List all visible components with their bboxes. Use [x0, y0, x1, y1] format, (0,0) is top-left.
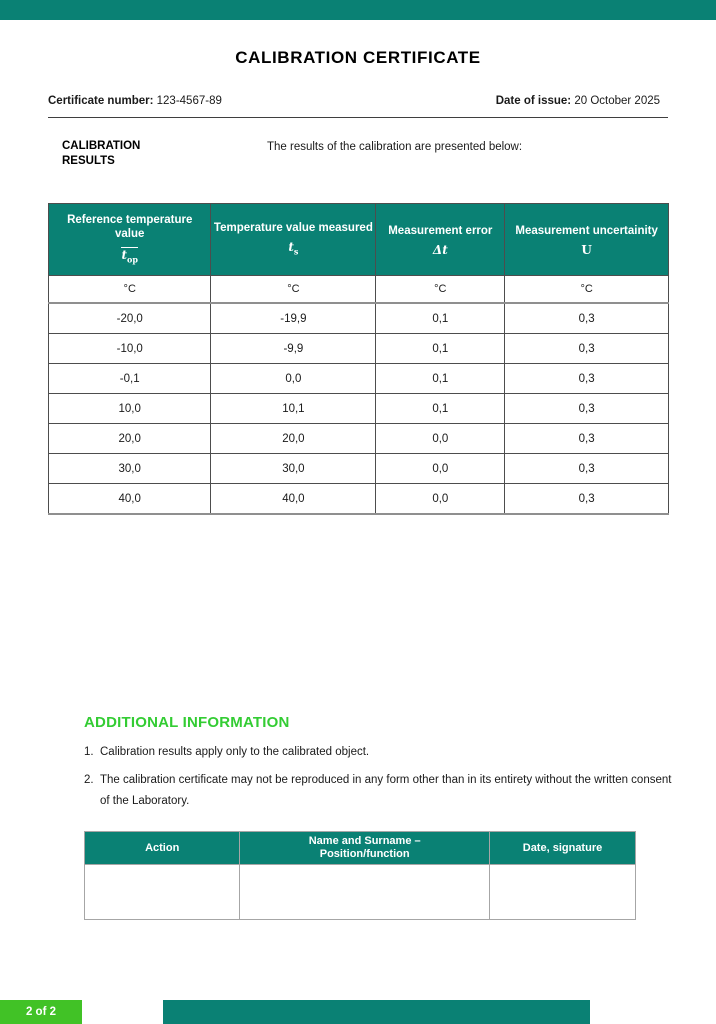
- column-header-action: Action: [85, 832, 240, 865]
- signature-cell-name: [240, 865, 490, 920]
- column-title: Measurement error: [388, 224, 493, 237]
- results-intro-text: The results of the calibration are presented below:: [267, 141, 523, 153]
- column-symbol: U: [581, 242, 592, 257]
- list-item-text: The calibration certificate may not be reproduced in any form other than in its entirety without the written consent of the Laboratory.: [100, 774, 672, 807]
- table-cell: 40,0: [49, 484, 211, 515]
- header-divider: [48, 117, 668, 118]
- column-header-date-signature: Date, signature: [489, 832, 635, 865]
- table-cell: 0,0: [376, 454, 505, 484]
- table-row: [49, 484, 669, 515]
- table-cell: 40,0: [211, 484, 376, 515]
- units-row: [49, 276, 669, 304]
- column-symbol: $t_s$: [288, 240, 299, 257]
- table-cell: 0,1: [376, 394, 505, 424]
- table-cell: -9,9: [211, 334, 376, 364]
- table-cell: 0,3: [505, 394, 669, 424]
- table-cell: 0,3: [505, 334, 669, 364]
- unit-cell: °C: [211, 276, 376, 304]
- table-cell: 0,0: [211, 364, 376, 394]
- table-cell: -10,0: [49, 334, 211, 364]
- table-row: [49, 394, 669, 424]
- table-cell: -0,1: [49, 364, 211, 394]
- column-title: Temperature value measured: [213, 222, 373, 235]
- list-item: [84, 770, 684, 812]
- table-cell: 10,0: [49, 394, 211, 424]
- table-row: [49, 303, 669, 334]
- page-number-badge: 2 of 2: [0, 1000, 82, 1024]
- list-item: [84, 742, 684, 763]
- column-symbol: Δt: [432, 242, 448, 257]
- table-cell: 0,1: [376, 303, 505, 334]
- results-table-header-row: [49, 204, 669, 276]
- unit-cell: °C: [376, 276, 505, 304]
- table-cell: 0,0: [376, 484, 505, 515]
- table-cell: 30,0: [211, 454, 376, 484]
- additional-information-heading: ADDITIONAL INFORMATION: [84, 714, 290, 731]
- table-cell: 0,3: [505, 364, 669, 394]
- unit-cell: °C: [49, 276, 211, 304]
- table-cell: 0,1: [376, 334, 505, 364]
- column-title: Reference temperature value: [67, 214, 193, 241]
- page-title: CALIBRATION CERTIFICATE: [235, 48, 481, 67]
- column-header-name-surname: Name and Surname – Position/function: [240, 832, 490, 865]
- signature-table: [84, 831, 636, 920]
- signature-cell-action: [85, 865, 240, 920]
- list-item-number: 2.: [84, 774, 94, 786]
- table-cell: 10,1: [211, 394, 376, 424]
- table-cell: 0,3: [505, 303, 669, 334]
- table-cell: 0,0: [376, 424, 505, 454]
- column-symbol: $t_{op}$: [121, 248, 138, 265]
- column-header-reference-temperature: [49, 204, 211, 276]
- list-item-number: 1.: [84, 746, 94, 758]
- table-cell: -19,9: [211, 303, 376, 334]
- column-header-measurement-error: [376, 204, 505, 276]
- unit-cell: °C: [505, 276, 669, 304]
- signature-cell-date: [489, 865, 635, 920]
- table-row: [49, 454, 669, 484]
- footer-accent-bar: [163, 1000, 590, 1024]
- signature-table-header-row: [85, 832, 636, 865]
- certificate-number-label: Certificate number:: [48, 95, 154, 107]
- table-cell: -20,0: [49, 303, 211, 334]
- table-cell: 0,1: [376, 364, 505, 394]
- table-row: [49, 364, 669, 394]
- table-cell: 20,0: [211, 424, 376, 454]
- column-title: Measurement uncertainity: [515, 224, 658, 237]
- table-cell: 20,0: [49, 424, 211, 454]
- date-of-issue: [496, 95, 668, 107]
- table-cell: 0,3: [505, 484, 669, 515]
- signature-table-body-row: [85, 865, 636, 920]
- date-of-issue-value: 20 October 2025: [574, 95, 660, 107]
- calibration-results-label: CALIBRATION RESULTS: [62, 140, 141, 167]
- certificate-number: [48, 95, 222, 107]
- table-row: [49, 334, 669, 364]
- table-cell: 0,3: [505, 454, 669, 484]
- top-accent-bar: [0, 0, 716, 20]
- column-header-temperature-measured: [211, 204, 376, 276]
- table-row: [49, 424, 669, 454]
- list-item-text: Calibration results apply only to the calibrated object.: [100, 746, 370, 758]
- certificate-meta-row: [48, 95, 668, 107]
- date-of-issue-label: Date of issue:: [495, 95, 572, 107]
- certificate-number-value: 123-4567-89: [156, 95, 222, 107]
- additional-information-list: [84, 742, 684, 819]
- column-header-measurement-uncertainty: [505, 204, 669, 276]
- table-cell: 30,0: [49, 454, 211, 484]
- table-cell: 0,3: [505, 424, 669, 454]
- results-table: [48, 203, 669, 515]
